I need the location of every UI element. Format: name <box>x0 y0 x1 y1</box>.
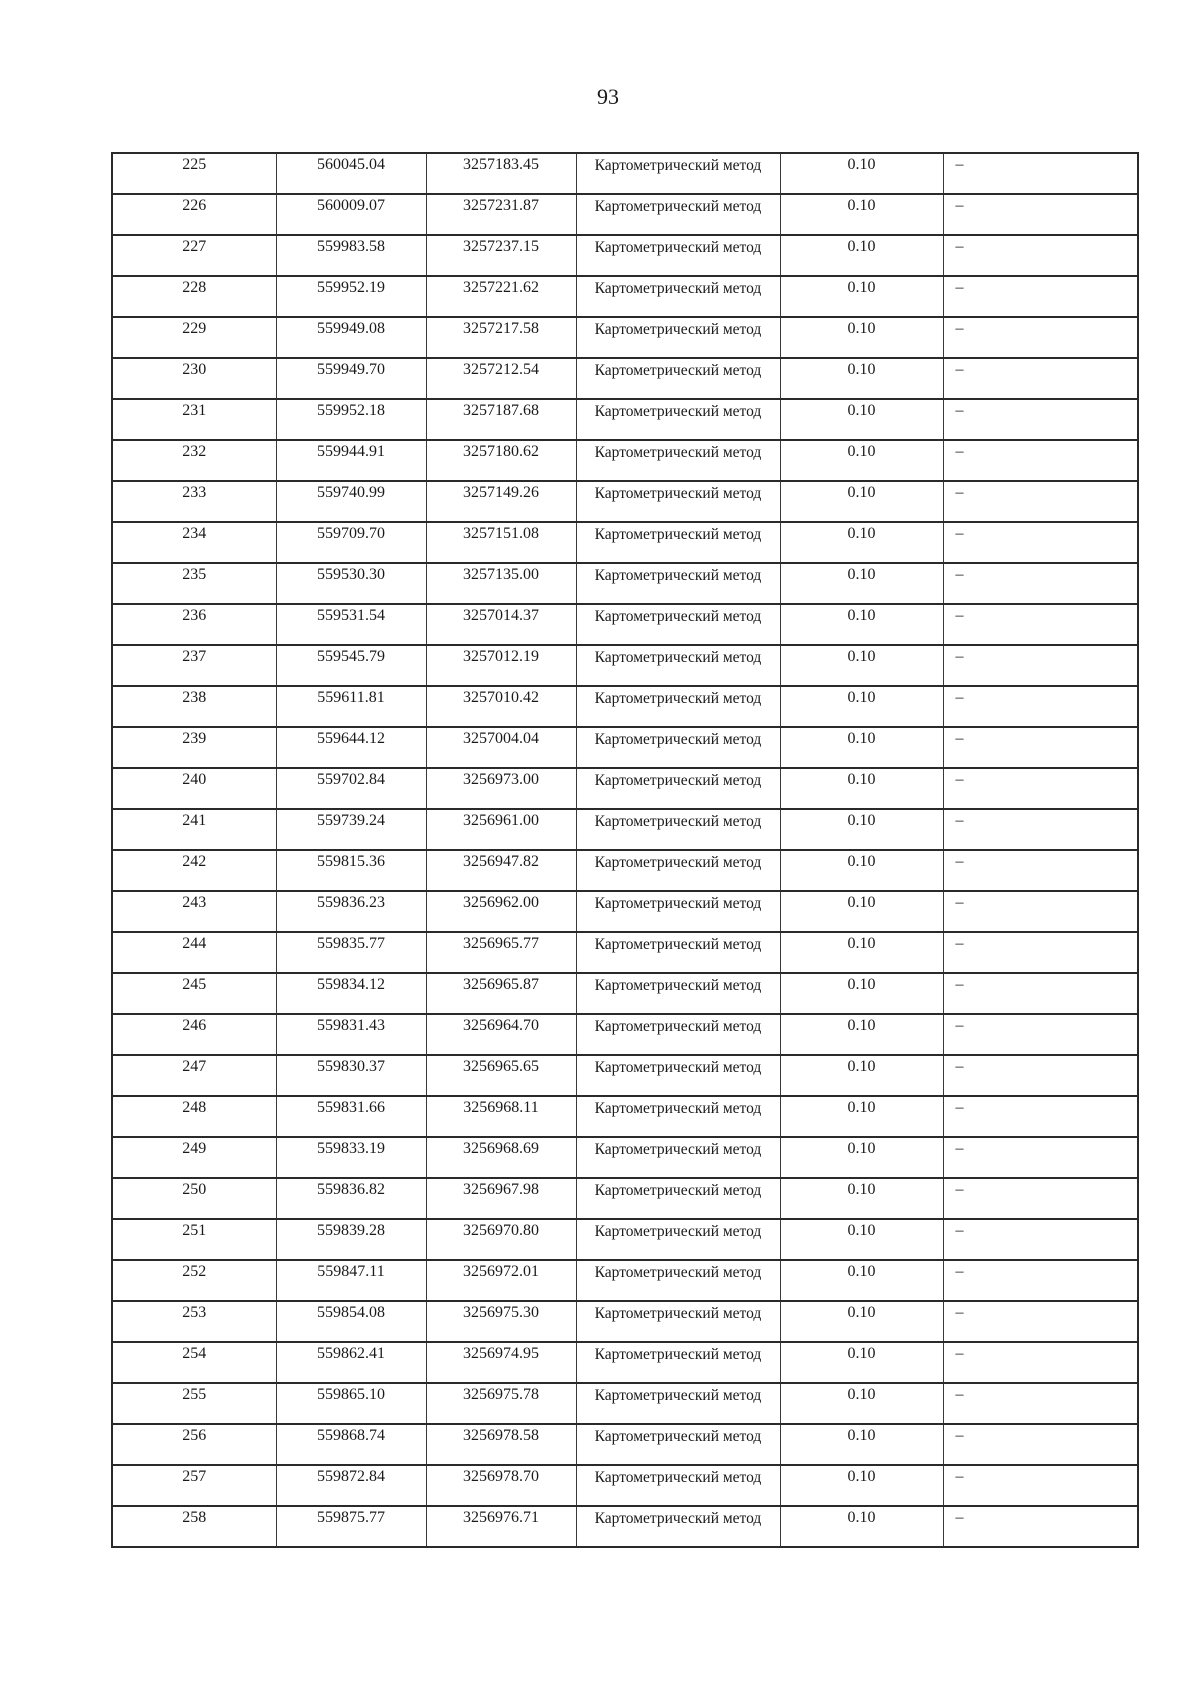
table-row <box>112 1301 1138 1342</box>
y-coordinate-cell: 3256972.01 <box>426 1260 576 1301</box>
point-number-cell: 225 <box>112 153 276 194</box>
point-number-cell: 248 <box>112 1096 276 1137</box>
x-coordinate-cell: 559709.70 <box>276 522 426 563</box>
x-coordinate-cell: 559836.82 <box>276 1178 426 1219</box>
accuracy-cell: 0.10 <box>780 1219 943 1260</box>
table-row <box>112 440 1138 481</box>
point-number-cell: 245 <box>112 973 276 1014</box>
method-cell: Картометрический метод <box>576 235 780 276</box>
method-cell: Картометрический метод <box>576 1096 780 1137</box>
x-coordinate-cell: 559835.77 <box>276 932 426 973</box>
method-cell: Картометрический метод <box>576 973 780 1014</box>
point-number-cell: 234 <box>112 522 276 563</box>
point-number-cell: 237 <box>112 645 276 686</box>
y-coordinate-cell: 3256973.00 <box>426 768 576 809</box>
point-number-cell: 257 <box>112 1465 276 1506</box>
point-number-cell: 250 <box>112 1178 276 1219</box>
accuracy-cell: 0.10 <box>780 604 943 645</box>
point-number-cell: 229 <box>112 317 276 358</box>
table-row <box>112 1383 1138 1424</box>
point-number-cell: 254 <box>112 1342 276 1383</box>
table-row <box>112 1014 1138 1055</box>
point-number-cell: 255 <box>112 1383 276 1424</box>
table-row <box>112 1055 1138 1096</box>
method-cell: Картометрический метод <box>576 891 780 932</box>
table-row <box>112 1465 1138 1506</box>
point-number-cell: 233 <box>112 481 276 522</box>
accuracy-cell: 0.10 <box>780 973 943 1014</box>
table-row <box>112 399 1138 440</box>
y-coordinate-cell: 3256965.65 <box>426 1055 576 1096</box>
method-cell: Картометрический метод <box>576 1178 780 1219</box>
note-cell: – <box>943 891 1138 932</box>
x-coordinate-cell: 559847.11 <box>276 1260 426 1301</box>
accuracy-cell: 0.10 <box>780 809 943 850</box>
accuracy-cell: 0.10 <box>780 235 943 276</box>
method-cell: Картометрический метод <box>576 1383 780 1424</box>
x-coordinate-cell: 559545.79 <box>276 645 426 686</box>
accuracy-cell: 0.10 <box>780 1096 943 1137</box>
accuracy-cell: 0.10 <box>780 563 943 604</box>
accuracy-cell: 0.10 <box>780 481 943 522</box>
y-coordinate-cell: 3257149.26 <box>426 481 576 522</box>
point-number-cell: 243 <box>112 891 276 932</box>
point-number-cell: 235 <box>112 563 276 604</box>
y-coordinate-cell: 3257217.58 <box>426 317 576 358</box>
y-coordinate-cell: 3257180.62 <box>426 440 576 481</box>
x-coordinate-cell: 559944.91 <box>276 440 426 481</box>
coordinates-table <box>111 152 1139 1548</box>
table-row <box>112 809 1138 850</box>
x-coordinate-cell: 559815.36 <box>276 850 426 891</box>
table-row <box>112 522 1138 563</box>
table-row <box>112 850 1138 891</box>
note-cell: – <box>943 1014 1138 1055</box>
note-cell: – <box>943 317 1138 358</box>
note-cell: – <box>943 809 1138 850</box>
note-cell: – <box>943 440 1138 481</box>
accuracy-cell: 0.10 <box>780 768 943 809</box>
point-number-cell: 240 <box>112 768 276 809</box>
y-coordinate-cell: 3256975.30 <box>426 1301 576 1342</box>
note-cell: – <box>943 973 1138 1014</box>
y-coordinate-cell: 3256975.78 <box>426 1383 576 1424</box>
accuracy-cell: 0.10 <box>780 317 943 358</box>
x-coordinate-cell: 559839.28 <box>276 1219 426 1260</box>
table-row <box>112 768 1138 809</box>
note-cell: – <box>943 1424 1138 1465</box>
y-coordinate-cell: 3256968.11 <box>426 1096 576 1137</box>
note-cell: – <box>943 153 1138 194</box>
method-cell: Картометрический метод <box>576 522 780 563</box>
note-cell: – <box>943 645 1138 686</box>
method-cell: Картометрический метод <box>576 686 780 727</box>
table-row <box>112 1342 1138 1383</box>
point-number-cell: 230 <box>112 358 276 399</box>
x-coordinate-cell: 559872.84 <box>276 1465 426 1506</box>
accuracy-cell: 0.10 <box>780 276 943 317</box>
x-coordinate-cell: 560009.07 <box>276 194 426 235</box>
note-cell: – <box>943 1506 1138 1547</box>
table-row <box>112 932 1138 973</box>
x-coordinate-cell: 559949.70 <box>276 358 426 399</box>
table-row <box>112 153 1138 194</box>
accuracy-cell: 0.10 <box>780 1383 943 1424</box>
x-coordinate-cell: 559952.19 <box>276 276 426 317</box>
point-number-cell: 228 <box>112 276 276 317</box>
accuracy-cell: 0.10 <box>780 522 943 563</box>
method-cell: Картометрический метод <box>576 276 780 317</box>
x-coordinate-cell: 559862.41 <box>276 1342 426 1383</box>
table-row <box>112 645 1138 686</box>
point-number-cell: 226 <box>112 194 276 235</box>
accuracy-cell: 0.10 <box>780 1424 943 1465</box>
note-cell: – <box>943 1219 1138 1260</box>
note-cell: – <box>943 194 1138 235</box>
y-coordinate-cell: 3256961.00 <box>426 809 576 850</box>
table-row <box>112 891 1138 932</box>
y-coordinate-cell: 3257151.08 <box>426 522 576 563</box>
accuracy-cell: 0.10 <box>780 399 943 440</box>
table-row <box>112 1219 1138 1260</box>
accuracy-cell: 0.10 <box>780 932 943 973</box>
note-cell: – <box>943 1055 1138 1096</box>
point-number-cell: 249 <box>112 1137 276 1178</box>
method-cell: Картометрический метод <box>576 317 780 358</box>
method-cell: Картометрический метод <box>576 1506 780 1547</box>
note-cell: – <box>943 276 1138 317</box>
table-row <box>112 563 1138 604</box>
method-cell: Картометрический метод <box>576 194 780 235</box>
table-row <box>112 1137 1138 1178</box>
y-coordinate-cell: 3256964.70 <box>426 1014 576 1055</box>
method-cell: Картометрический метод <box>576 645 780 686</box>
x-coordinate-cell: 559739.24 <box>276 809 426 850</box>
accuracy-cell: 0.10 <box>780 645 943 686</box>
method-cell: Картометрический метод <box>576 1014 780 1055</box>
method-cell: Картометрический метод <box>576 1137 780 1178</box>
method-cell: Картометрический метод <box>576 1342 780 1383</box>
y-coordinate-cell: 3256947.82 <box>426 850 576 891</box>
accuracy-cell: 0.10 <box>780 1465 943 1506</box>
method-cell: Картометрический метод <box>576 809 780 850</box>
x-coordinate-cell: 559868.74 <box>276 1424 426 1465</box>
accuracy-cell: 0.10 <box>780 1301 943 1342</box>
y-coordinate-cell: 3257221.62 <box>426 276 576 317</box>
point-number-cell: 252 <box>112 1260 276 1301</box>
table-row <box>112 276 1138 317</box>
y-coordinate-cell: 3257004.04 <box>426 727 576 768</box>
table-body <box>112 153 1138 1547</box>
x-coordinate-cell: 559834.12 <box>276 973 426 1014</box>
y-coordinate-cell: 3256962.00 <box>426 891 576 932</box>
accuracy-cell: 0.10 <box>780 358 943 399</box>
x-coordinate-cell: 559740.99 <box>276 481 426 522</box>
point-number-cell: 251 <box>112 1219 276 1260</box>
point-number-cell: 256 <box>112 1424 276 1465</box>
method-cell: Картометрический метод <box>576 563 780 604</box>
method-cell: Картометрический метод <box>576 850 780 891</box>
table-row <box>112 194 1138 235</box>
note-cell: – <box>943 1260 1138 1301</box>
method-cell: Картометрический метод <box>576 481 780 522</box>
x-coordinate-cell: 559952.18 <box>276 399 426 440</box>
x-coordinate-cell: 559644.12 <box>276 727 426 768</box>
table-row <box>112 1506 1138 1547</box>
method-cell: Картометрический метод <box>576 1424 780 1465</box>
y-coordinate-cell: 3256965.87 <box>426 973 576 1014</box>
method-cell: Картометрический метод <box>576 1055 780 1096</box>
x-coordinate-cell: 559702.84 <box>276 768 426 809</box>
point-number-cell: 258 <box>112 1506 276 1547</box>
x-coordinate-cell: 559830.37 <box>276 1055 426 1096</box>
accuracy-cell: 0.10 <box>780 1260 943 1301</box>
note-cell: – <box>943 1383 1138 1424</box>
note-cell: – <box>943 563 1138 604</box>
accuracy-cell: 0.10 <box>780 1055 943 1096</box>
x-coordinate-cell: 560045.04 <box>276 153 426 194</box>
y-coordinate-cell: 3256965.77 <box>426 932 576 973</box>
x-coordinate-cell: 559949.08 <box>276 317 426 358</box>
accuracy-cell: 0.10 <box>780 1342 943 1383</box>
y-coordinate-cell: 3256978.58 <box>426 1424 576 1465</box>
note-cell: – <box>943 1137 1138 1178</box>
accuracy-cell: 0.10 <box>780 440 943 481</box>
accuracy-cell: 0.10 <box>780 153 943 194</box>
point-number-cell: 247 <box>112 1055 276 1096</box>
accuracy-cell: 0.10 <box>780 686 943 727</box>
y-coordinate-cell: 3257231.87 <box>426 194 576 235</box>
y-coordinate-cell: 3257135.00 <box>426 563 576 604</box>
y-coordinate-cell: 3256978.70 <box>426 1465 576 1506</box>
point-number-cell: 239 <box>112 727 276 768</box>
point-number-cell: 241 <box>112 809 276 850</box>
table-row <box>112 1178 1138 1219</box>
accuracy-cell: 0.10 <box>780 194 943 235</box>
y-coordinate-cell: 3256974.95 <box>426 1342 576 1383</box>
table-row <box>112 235 1138 276</box>
method-cell: Картометрический метод <box>576 727 780 768</box>
method-cell: Картометрический метод <box>576 440 780 481</box>
accuracy-cell: 0.10 <box>780 850 943 891</box>
point-number-cell: 244 <box>112 932 276 973</box>
x-coordinate-cell: 559865.10 <box>276 1383 426 1424</box>
table-row <box>112 686 1138 727</box>
table-row <box>112 1424 1138 1465</box>
method-cell: Картометрический метод <box>576 358 780 399</box>
x-coordinate-cell: 559531.54 <box>276 604 426 645</box>
point-number-cell: 236 <box>112 604 276 645</box>
note-cell: – <box>943 932 1138 973</box>
point-number-cell: 231 <box>112 399 276 440</box>
method-cell: Картометрический метод <box>576 1301 780 1342</box>
point-number-cell: 238 <box>112 686 276 727</box>
y-coordinate-cell: 3256970.80 <box>426 1219 576 1260</box>
method-cell: Картометрический метод <box>576 768 780 809</box>
x-coordinate-cell: 559530.30 <box>276 563 426 604</box>
method-cell: Картометрический метод <box>576 932 780 973</box>
method-cell: Картометрический метод <box>576 1219 780 1260</box>
table-row <box>112 358 1138 399</box>
note-cell: – <box>943 850 1138 891</box>
note-cell: – <box>943 481 1138 522</box>
note-cell: – <box>943 522 1138 563</box>
table-row <box>112 1260 1138 1301</box>
note-cell: – <box>943 1178 1138 1219</box>
note-cell: – <box>943 1301 1138 1342</box>
y-coordinate-cell: 3257010.42 <box>426 686 576 727</box>
accuracy-cell: 0.10 <box>780 1178 943 1219</box>
method-cell: Картометрический метод <box>576 604 780 645</box>
x-coordinate-cell: 559833.19 <box>276 1137 426 1178</box>
table-row <box>112 481 1138 522</box>
point-number-cell: 227 <box>112 235 276 276</box>
x-coordinate-cell: 559983.58 <box>276 235 426 276</box>
y-coordinate-cell: 3257187.68 <box>426 399 576 440</box>
y-coordinate-cell: 3257212.54 <box>426 358 576 399</box>
note-cell: – <box>943 768 1138 809</box>
note-cell: – <box>943 235 1138 276</box>
x-coordinate-cell: 559831.66 <box>276 1096 426 1137</box>
note-cell: – <box>943 1465 1138 1506</box>
point-number-cell: 242 <box>112 850 276 891</box>
page-number: 93 <box>597 84 619 109</box>
note-cell: – <box>943 358 1138 399</box>
table-row <box>112 604 1138 645</box>
method-cell: Картометрический метод <box>576 153 780 194</box>
accuracy-cell: 0.10 <box>780 1014 943 1055</box>
table-row <box>112 1096 1138 1137</box>
method-cell: Картометрический метод <box>576 1260 780 1301</box>
x-coordinate-cell: 559611.81 <box>276 686 426 727</box>
note-cell: – <box>943 399 1138 440</box>
point-number-cell: 246 <box>112 1014 276 1055</box>
accuracy-cell: 0.10 <box>780 727 943 768</box>
x-coordinate-cell: 559875.77 <box>276 1506 426 1547</box>
y-coordinate-cell: 3257012.19 <box>426 645 576 686</box>
accuracy-cell: 0.10 <box>780 1506 943 1547</box>
x-coordinate-cell: 559854.08 <box>276 1301 426 1342</box>
x-coordinate-cell: 559836.23 <box>276 891 426 932</box>
note-cell: – <box>943 1096 1138 1137</box>
y-coordinate-cell: 3257237.15 <box>426 235 576 276</box>
point-number-cell: 253 <box>112 1301 276 1342</box>
y-coordinate-cell: 3256976.71 <box>426 1506 576 1547</box>
table-row <box>112 973 1138 1014</box>
y-coordinate-cell: 3257183.45 <box>426 153 576 194</box>
table-row <box>112 317 1138 358</box>
y-coordinate-cell: 3257014.37 <box>426 604 576 645</box>
note-cell: – <box>943 604 1138 645</box>
note-cell: – <box>943 727 1138 768</box>
note-cell: – <box>943 686 1138 727</box>
method-cell: Картометрический метод <box>576 399 780 440</box>
x-coordinate-cell: 559831.43 <box>276 1014 426 1055</box>
table-row <box>112 727 1138 768</box>
method-cell: Картометрический метод <box>576 1465 780 1506</box>
accuracy-cell: 0.10 <box>780 891 943 932</box>
point-number-cell: 232 <box>112 440 276 481</box>
y-coordinate-cell: 3256967.98 <box>426 1178 576 1219</box>
accuracy-cell: 0.10 <box>780 1137 943 1178</box>
note-cell: – <box>943 1342 1138 1383</box>
y-coordinate-cell: 3256968.69 <box>426 1137 576 1178</box>
